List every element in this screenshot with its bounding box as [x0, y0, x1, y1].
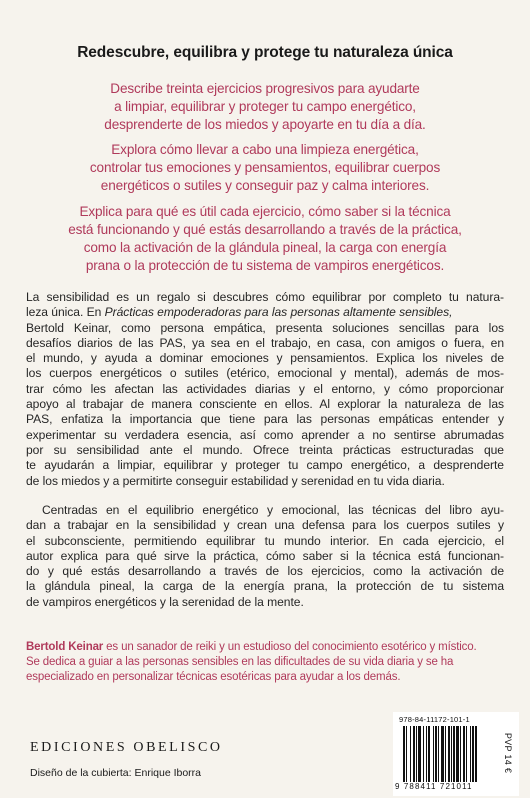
barcode-bar	[428, 726, 430, 782]
body-line: PAS, enfatiza la importancia que tiene para las personas empáticas entender y	[26, 412, 504, 427]
headline: Redescubre, equilibra y protege tu naturaleza única	[77, 44, 453, 61]
body-line: el subconsciente, permitiendo equilibrar tu mundo interior. En cada ejercicio, el	[26, 533, 504, 548]
body-line: Centradas en el equilibrio energético y emocional, las técnicas del libro ayu-	[42, 503, 504, 517]
cover-credit: Diseño de la cubierta: Enrique Iborra	[30, 767, 202, 779]
bio-line	[26, 640, 504, 655]
summary-line: desprenderte de los miedos y apoyarte en tu día a día.	[104, 117, 426, 132]
description-paragraph-1	[26, 290, 504, 489]
bio-line: Se dedica a guiar a las personas sensibles en las dificultades de su vida diaria y se ha	[26, 656, 454, 669]
body-line: La sensibilidad es un regalo si descubres cómo equilibrar por completo tu natura-	[26, 290, 504, 304]
barcode-graphic	[403, 726, 499, 782]
barcode-bar	[406, 726, 407, 782]
barcode-bar	[441, 726, 444, 782]
barcode-bar	[410, 726, 411, 782]
ean-digits: 9 788411 721011	[395, 782, 473, 791]
barcode-bar	[413, 726, 415, 782]
barcode-bar	[438, 726, 439, 782]
body-line: de vampiros energéticos y la serenidad de la mente.	[26, 594, 304, 609]
barcode-bar	[418, 726, 421, 782]
body-line: apoyo al trabajar de manera consciente en ellos. Al explorar la naturaleza de las	[26, 397, 504, 412]
publisher-name: EDICIONES OBELISCO	[30, 740, 223, 755]
barcode-bar	[460, 726, 461, 782]
summary-line: como la activación de la glándula pineal, la carga con energía	[83, 240, 447, 255]
author-name: Bertold Keinar	[26, 641, 104, 653]
price-text: PVP 14 €	[503, 732, 513, 774]
body-line: desafíos diarios de las PAS, ya sea en el trabajo, en casa, con amigos o fuera, en	[26, 335, 504, 350]
body-line: experimentar su verdadera esencia, así como aprender a no sentirse abrumadas	[26, 427, 504, 442]
barcode-bar	[456, 726, 459, 782]
barcode-bar	[472, 726, 474, 782]
barcode-bar	[445, 726, 446, 782]
body-line: de los miedos y a permitirte conseguir estabilidad y serenidad en tu vida diaria.	[26, 473, 445, 488]
summary-line: Describe treinta ejercicios progresivos para ayudarte	[110, 81, 420, 96]
body-line: la glándula pineal, la carga de la energía prana, la protección de tu sistema	[26, 579, 504, 594]
summary-line: a limpiar, equilibrar y proteger tu campo energético,	[114, 99, 416, 114]
summary-line: Explica para qué es útil cada ejercicio, cómo saber si la técnica	[79, 204, 451, 219]
summary-block-1	[36, 80, 494, 134]
body-line: autor explica para qué sirve la práctica, cómo saber si la técnica está funcionan-	[26, 548, 504, 563]
bio-text: es un sanador de reiki y un estudioso del conocimiento esotérico y místico.	[103, 641, 477, 653]
summary-line: controlar tus emociones y pensamientos, equilibrar cuerpos	[89, 160, 441, 175]
body-line: por su sensibilidad ante el mundo. Ofrece treinta prácticas estructuradas que	[26, 442, 504, 457]
barcode-bar	[451, 726, 452, 782]
barcode-bar	[403, 726, 405, 782]
body-line	[26, 305, 504, 320]
summary-line: prana o la protección de tu sistema de vampiros energéticos.	[85, 258, 445, 273]
barcode-bar	[435, 726, 437, 782]
body-line: dan a trabajar en la sensibilidad y crean una defensa para los cuerpos sutiles y	[26, 518, 504, 533]
isbn-text: 978-84-11172-101-1	[399, 715, 470, 724]
body-line-text: leza única. En	[26, 305, 105, 320]
barcode-bar	[470, 726, 471, 782]
summary-line: está funcionando y qué estás desarrollando a través de la práctica,	[68, 222, 462, 237]
barcode-bar	[433, 726, 434, 782]
body-line: do y qué estás desarrollando a través de los ejercicios, como la activación de	[26, 564, 504, 579]
author-bio	[26, 640, 504, 686]
summary-line: Explora cómo llevar a cabo una limpieza energética,	[111, 142, 419, 157]
summary-block-2	[36, 141, 494, 195]
barcode-box	[393, 712, 519, 796]
barcode-bar	[453, 726, 455, 782]
description-paragraph-2	[26, 503, 504, 610]
price-label	[501, 718, 515, 788]
barcode-bar	[426, 726, 427, 782]
summary-line: energéticos o sutiles y conseguir paz y calma interiores.	[100, 178, 430, 193]
body-line: los cuerpos energéticos o sutiles (etérico, emocional y mental), además de mos-	[26, 366, 504, 381]
body-line: el mundo, y ayuda a dominar emociones y pensamientos. Explica los niveles de	[26, 351, 504, 366]
bio-line: especializado en personalizar técnicas esotéricas para ayudar a los demás.	[26, 671, 401, 684]
book-title: Prácticas empoderadoras para las personas altamente sensibles,	[104, 305, 453, 320]
barcode-bar	[423, 726, 424, 782]
body-line: trar cómo les afectan las actividades diarias y el entorno, y cómo proporcionar	[26, 381, 504, 396]
barcode-bar	[416, 726, 417, 782]
body-line: Bertold Keinar, como persona empática, presenta soluciones sencillas para los	[26, 320, 504, 335]
barcode-bar	[466, 726, 467, 782]
barcode-bar	[475, 726, 477, 782]
barcode-bar	[463, 726, 465, 782]
body-line: te ayudarán a limpiar, equilibrar y proteger tu campo energético, a desprenderte	[26, 458, 504, 473]
barcode-bar	[448, 726, 450, 782]
summary-block-3	[36, 203, 494, 275]
